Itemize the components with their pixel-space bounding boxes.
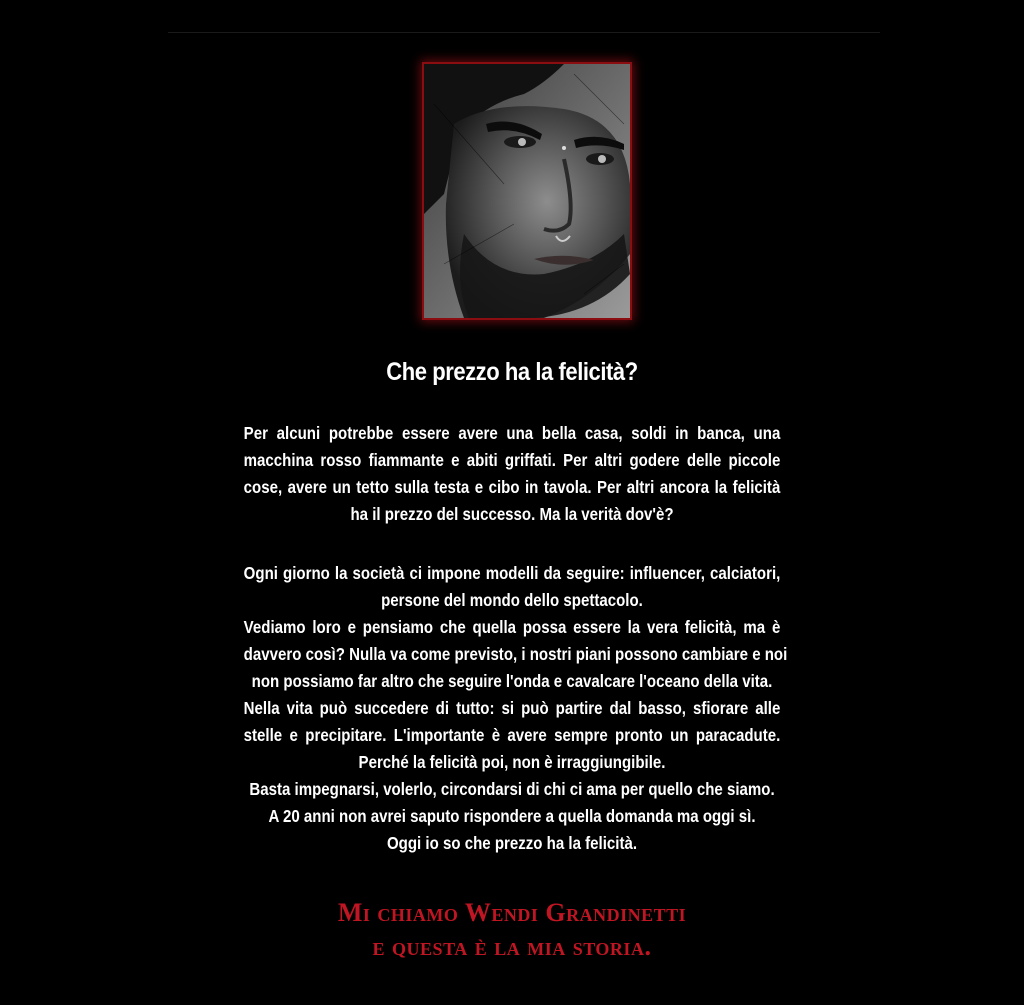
page-title: Che prezzo ha la felicità? xyxy=(386,358,638,386)
text-line: davvero così? Nulla va come previsto, i nostri piani possono cambiare e noi xyxy=(243,644,788,664)
text-line: persone del mondo dello spettacolo. xyxy=(381,590,643,610)
signature-line-1: Mi chiamo Wendi Grandinetti xyxy=(337,898,687,927)
text-line: A 20 anni non avrei saputo rispondere a quella domanda ma oggi sì. xyxy=(268,806,756,826)
text-line: Nella vita può succedere di tutto: si può partire dal basso, sfiorare alle xyxy=(243,698,781,718)
text-line: Per alcuni potrebbe essere avere una bella casa, soldi in banca, una xyxy=(243,423,781,443)
story-paragraph xyxy=(200,560,824,857)
text-line: Ogni giorno la società ci impone modelli da seguire: influencer, calciatori, xyxy=(243,563,781,583)
intro-paragraph xyxy=(200,420,824,528)
portrait-image xyxy=(424,64,630,318)
top-divider xyxy=(168,32,880,33)
text-line: non possiamo far altro che seguire l'onda e cavalcare l'oceano della vita. xyxy=(251,671,773,691)
text-line: ha il prezzo del successo. Ma la verità dov'è? xyxy=(350,504,674,524)
text-line: Basta impegnarsi, volerlo, circondarsi di chi ci ama per quello che siamo. xyxy=(249,779,775,799)
author-portrait xyxy=(422,62,632,320)
text-line: macchina rosso fiammante e abiti griffati. Per altri godere delle piccole xyxy=(243,450,781,470)
text-line: stelle e precipitare. L'importante è avere sempre pronto un paracadute. xyxy=(243,725,781,745)
text-line: Vediamo loro e pensiamo che quella possa essere la vera felicità, ma è xyxy=(243,617,781,637)
text-line: Oggi io so che prezzo ha la felicità. xyxy=(386,833,638,853)
text-line: cose, avere un tetto sulla testa e cibo in tavola. Per altri ancora la felicità xyxy=(243,477,781,497)
text-line: Perché la felicità poi, non è irraggiungibile. xyxy=(358,752,666,772)
signature-line-2: e questa è la mia storia. xyxy=(372,932,652,961)
